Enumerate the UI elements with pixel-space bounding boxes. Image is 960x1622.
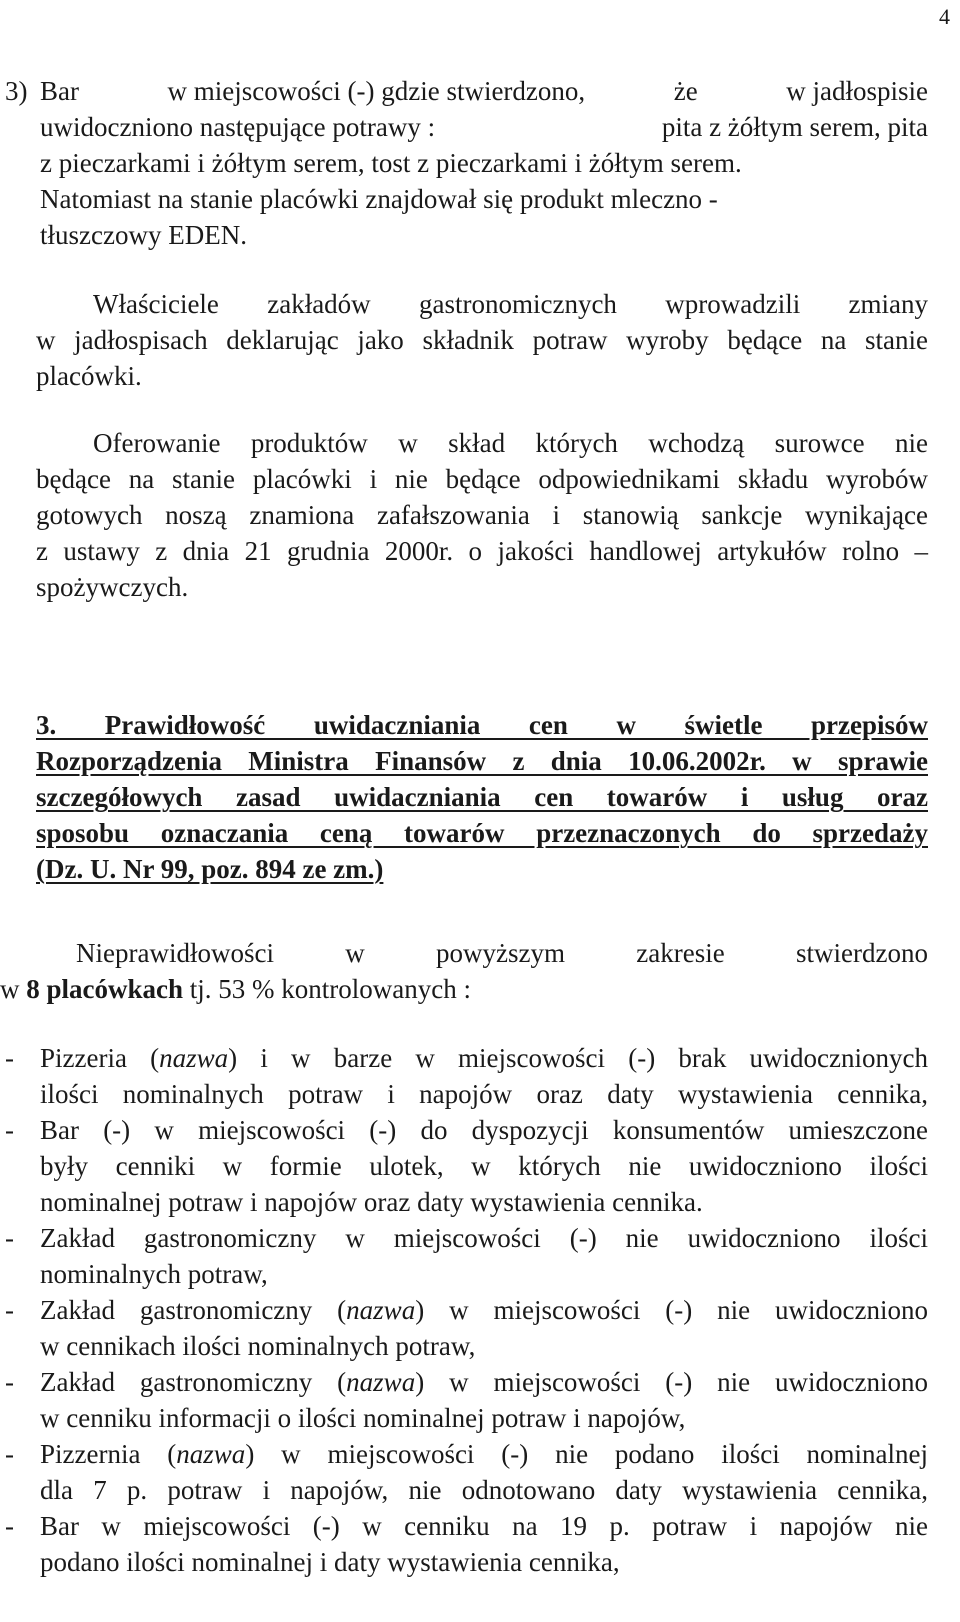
paragraph-owners	[36, 286, 928, 394]
item-3-line-5: tłuszczowy EDEN.	[40, 220, 247, 250]
item-3-line-1-part-1: Bar	[40, 76, 79, 106]
bullet-dash: -	[5, 1511, 14, 1541]
bullet-dash: -	[5, 1439, 14, 1469]
paragraph-offering-line-5: spożywczych.	[36, 572, 189, 602]
italic-name: nazwa	[346, 1367, 416, 1397]
heading-3-line-2: Rozporządzenia Ministra Finansów z dnia 10.06.2002r. w sprawie	[36, 746, 928, 776]
list-item	[0, 1040, 928, 1112]
bullet-dash: -	[5, 1367, 14, 1397]
paragraph-owners-line-1: Właściciele zakładów gastronomicznych wprowadzili zmiany	[93, 289, 928, 319]
list-item	[0, 1508, 928, 1580]
text-run: Pizzernia (	[40, 1439, 177, 1469]
paragraph-offering-line-1: Oferowanie produktów w skład których wchodzą surowce nie	[93, 428, 928, 458]
paragraph-offering	[36, 425, 928, 605]
findings-list	[0, 1040, 928, 1580]
page-number: 4	[939, 4, 950, 29]
text-run: Zakład gastronomiczny (	[40, 1295, 347, 1325]
irregularities-count: 8 placówkach	[26, 974, 184, 1004]
text-run: ) i w barze w miejscowości (-) brak uwidocznionych	[228, 1043, 929, 1073]
text-run: Pizzeria (	[40, 1043, 160, 1073]
item-3-line-2	[40, 109, 928, 145]
item-3-line-4: Natomiast na stanie placówki znajdował się produkt mleczno -	[40, 184, 718, 214]
finding-3-line-1: Zakład gastronomiczny w miejscowości (-) nie uwidoczniono ilości	[40, 1223, 928, 1253]
finding-5-line-2: w cenniku informacji o ilości nominalnej potraw i napojów,	[40, 1403, 686, 1433]
finding-6-line-2: dla 7 p. potraw i napojów, nie odnotowano daty wystawienia cennika,	[40, 1475, 928, 1505]
item-3-line-2-part-1: uwidoczniono następujące potrawy :	[40, 112, 436, 142]
finding-6-line-1	[40, 1436, 928, 1472]
item-3-line-1-part-4: w jadłospisie	[786, 76, 928, 106]
heading-3-line-1: 3. Prawidłowość uwidaczniania cen w świetle przepisów	[36, 710, 928, 740]
list-item	[0, 1292, 928, 1364]
finding-7-line-1: Bar w miejscowości (-) w cenniku na 19 p. potraw i napojów nie	[40, 1511, 928, 1541]
irregularities-prefix: w	[0, 974, 27, 1004]
text-run: Zakład gastronomiczny (	[40, 1367, 347, 1397]
finding-4-line-1	[40, 1292, 928, 1328]
item-3-line-1	[40, 73, 928, 109]
item-3-line-1-part-3: że	[673, 76, 698, 106]
finding-1-line-1	[40, 1040, 928, 1076]
item-3-line-3: z pieczarkami i żółtym serem, tost z pieczarkami i żółtym serem.	[40, 148, 742, 178]
finding-2-line-3: nominalnej potraw i napojów oraz daty wystawienia cennika.	[40, 1187, 703, 1217]
irregularities-suffix: tj. 53 % kontrolowanych :	[183, 974, 471, 1004]
bullet-dash: -	[5, 1223, 14, 1253]
paragraph-offering-line-4: z ustawy z dnia 21 grudnia 2000r. o jakości handlowej artykułów rolno –	[36, 536, 928, 566]
paragraph-owners-line-2: w jadłospisach deklarując jako składnik potraw wyroby będące na stanie	[36, 325, 928, 355]
heading-3-line-3: szczegółowych zasad uwidaczniania cen towarów i usług oraz	[36, 782, 928, 812]
finding-2-line-1: Bar (-) w miejscowości (-) do dyspozycji konsumentów umieszczone	[40, 1115, 928, 1145]
text-run: ) w miejscowości (-) nie uwidoczniono	[415, 1367, 928, 1397]
bullet-dash: -	[5, 1295, 14, 1325]
italic-name: nazwa	[346, 1295, 416, 1325]
finding-3-line-2: nominalnych potraw,	[40, 1259, 268, 1289]
italic-name: nazwa	[176, 1439, 246, 1469]
item-3-line-2-part-2: pita z żółtym serem, pita	[661, 112, 928, 142]
heading-3	[36, 707, 928, 887]
irregularities-line-1: Nieprawidłowości w powyższym zakresie stwierdzono	[76, 938, 928, 968]
finding-2-line-2: były cenniki w formie ulotek, w których nie uwidoczniono ilości	[40, 1151, 928, 1181]
list-item	[0, 1112, 928, 1220]
italic-name: nazwa	[159, 1043, 229, 1073]
irregularities-paragraph	[0, 935, 928, 1007]
heading-3-line-4: sposobu oznaczania ceną towarów przeznaczonych do sprzedaży	[36, 818, 928, 848]
list-item	[0, 1436, 928, 1508]
list-item	[0, 1364, 928, 1436]
finding-1-line-2: ilości nominalnych potraw i napojów oraz daty wystawienia cennika,	[40, 1079, 928, 1109]
finding-7-line-2: podano ilości nominalnej i daty wystawienia cennika,	[40, 1547, 620, 1577]
bullet-dash: -	[5, 1115, 14, 1145]
item-3-block	[0, 73, 928, 253]
finding-5-line-1	[40, 1364, 928, 1400]
finding-4-line-2: w cennikach ilości nominalnych potraw,	[40, 1331, 476, 1361]
irregularities-line-2	[0, 971, 928, 1007]
item-3-marker: 3)	[5, 76, 28, 106]
bullet-dash: -	[5, 1043, 14, 1073]
paragraph-offering-line-3: gotowych noszą znamiona zafałszowania i stanowią sankcje wynikające	[36, 500, 928, 530]
heading-3-line-5: (Dz. U. Nr 99, poz. 894 ze zm.)	[36, 854, 384, 884]
paragraph-owners-line-3: placówki.	[36, 361, 142, 391]
item-3-line-1-part-2: w miejscowości (-) gdzie stwierdzono,	[167, 76, 586, 106]
text-run: ) w miejscowości (-) nie podano ilości nominalnej	[245, 1439, 929, 1469]
list-item	[0, 1220, 928, 1292]
paragraph-offering-line-2: będące na stanie placówki i nie będące odpowiednikami składu wyrobów	[36, 464, 928, 494]
text-run: ) w miejscowości (-) nie uwidoczniono	[415, 1295, 928, 1325]
